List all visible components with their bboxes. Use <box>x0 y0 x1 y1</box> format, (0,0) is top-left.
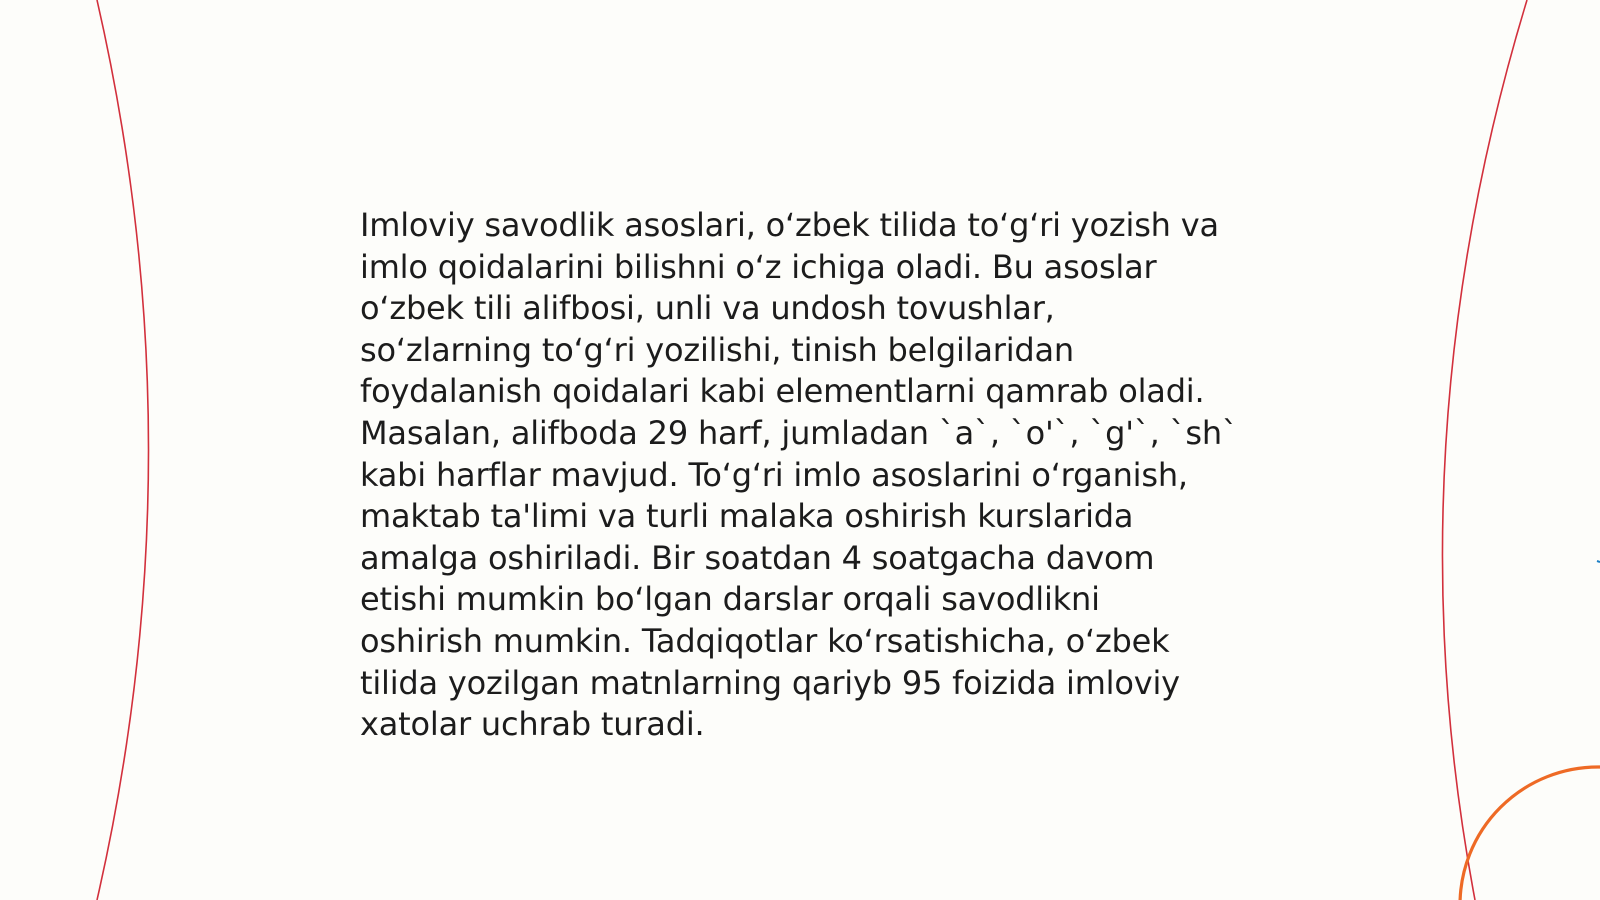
left-curve <box>97 0 149 900</box>
body-line: amalga oshiriladi. Bir soatdan 4 soatgacha davom <box>360 538 1155 577</box>
body-line: so‘zlarning to‘g‘ri yozilishi, tinish belgilaridan <box>360 330 1075 369</box>
body-line: Imloviy savodlik asoslari, o‘zbek tilida to‘g‘ri yozish va <box>360 206 1219 244</box>
body-line: Masalan, alifboda 29 harf, jumladan `a`, `o'`, `g'`, `sh` <box>360 413 1238 452</box>
body-line: kabi harflar mavjud. To‘g‘ri imlo asoslarini o‘rganish, <box>360 455 1188 494</box>
orange-circle-arc <box>1460 767 1600 900</box>
body-line: oshirish mumkin. Tadqiqotlar ko‘rsatishicha, o‘zbek <box>360 621 1170 660</box>
body-line: maktab ta'limi va turli malaka oshirish kurslarida <box>360 497 1134 536</box>
body-line: xatolar uchrab turadi. <box>360 705 705 744</box>
body-paragraph <box>360 205 1240 746</box>
body-line: foydalanish qoidalari kabi elementlarni qamrab oladi. <box>360 372 1205 411</box>
body-line: o‘zbek tili alifbosi, unli va undosh tovushlar, <box>360 289 1055 328</box>
body-line: etishi mumkin bo‘lgan darslar orqali savodlikni <box>360 580 1100 619</box>
body-line: imlo qoidalarini bilishni o‘z ichiga oladi. Bu asoslar <box>360 247 1157 286</box>
body-line: tilida yozilgan matnlarning qariyb 95 foizida imloviy <box>360 663 1180 702</box>
right-curve <box>1442 0 1527 900</box>
